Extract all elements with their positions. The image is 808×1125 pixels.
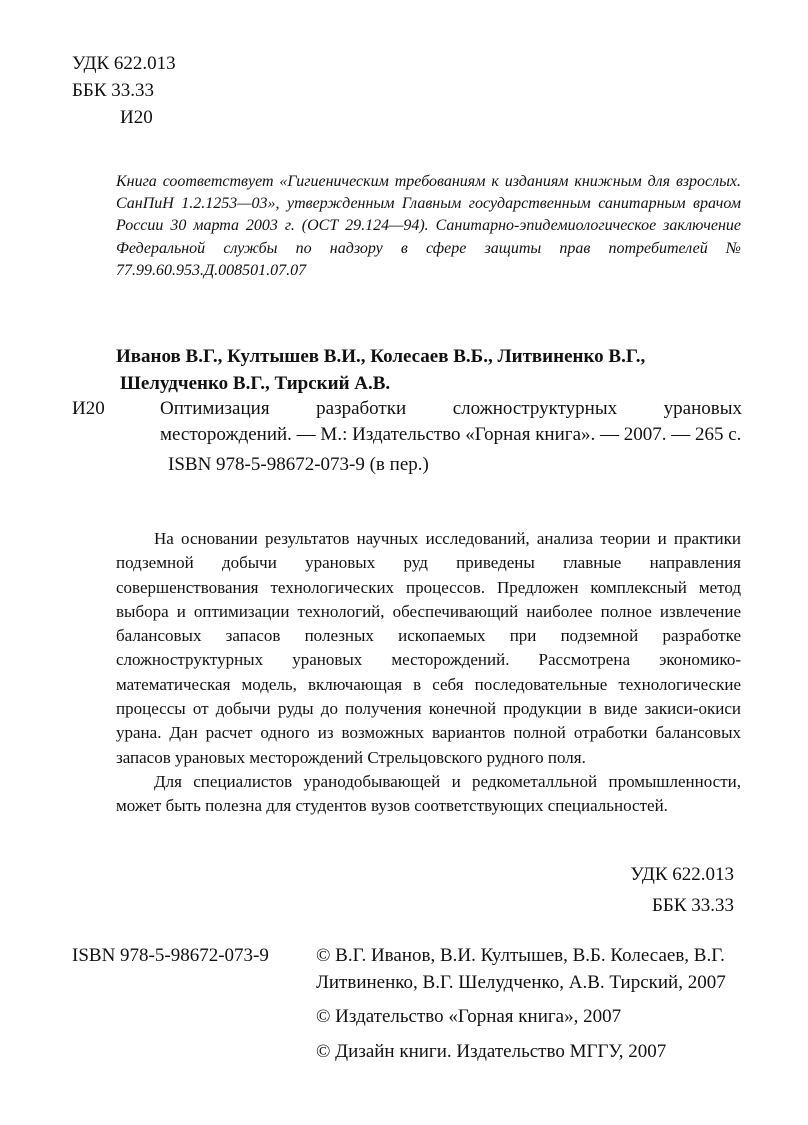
hygiene-note: Книга соответствует «Гигиеническим требованиям к изданиям книжным для взрослых. СанПиН 1.2.1253—03», утвержденным Главным государственным санитарным врачом России 30 марта 2003 г. (ОСТ 29.124—94). Санитарно-эпидемиологическое заключение Федеральной службы по надзору в сфере защиты прав потребителей № 77.99.60.953.Д.008501.07.07 [116, 173, 741, 279]
author-mark: И20 [120, 107, 153, 128]
footer-bbk-code: ББК 33.33 [652, 895, 734, 916]
bbk-code: ББК 33.33 [72, 80, 154, 101]
abstract-paragraph-2: Для специалистов уранодобывающей и редкометалльной промышленности, может быть полезна для студентов вузов соответствующих специальностей. [116, 771, 741, 816]
authors-line-1: Иванов В.Г., Култышев В.И., Колесаев В.Б., Литвиненко В.Г., [116, 346, 646, 367]
footer-udk-code: УДК 622.013 [630, 864, 734, 885]
abstract-paragraph-1: На основании результатов научных исследований, анализа теории и практики подземной добычи урановых руд приведены главные направления совершенствования технологических процессов. Предложен комплексный метод выбора и оптимизации технологий, обеспечивающий наиболее полное извлечение балансовых запасов полезных ископаемых при подземной разработке сложноструктурных урановых месторождений. Рассмотрена экономико-математическая модель, включающая в себя последовательные технологические процессы от добычи руды до получения конечной продукции в виде закиси-окиси урана. Дан расчет одного из возможных вариантов полной отработки балансовых запасов урановых месторождений Стрельцовского рудного поля. [116, 529, 741, 767]
copyright-design: © Дизайн книги. Издательство МГГУ, 2007 [316, 1040, 667, 1062]
copyright-authors: © В.Г. Иванов, В.И. Култышев, В.Б. Колесаев, В.Г. Литвиненко, В.Г. Шелудченко, А.В. Тирский, 2007 [316, 945, 726, 993]
classification-codes [72, 50, 176, 131]
authors-line-2: Шелудченко В.Г., Тирский А.В. [120, 373, 391, 394]
copyright-section [72, 943, 744, 1073]
footer-classification-codes [630, 861, 734, 919]
copyright-publisher: © Издательство «Горная книга», 2007 [316, 1006, 622, 1027]
abstract [116, 527, 741, 819]
copyright-isbn: ISBN 978-5-98672-073-9 [72, 945, 269, 966]
udk-code: УДК 622.013 [72, 53, 176, 74]
entry-isbn: ISBN 978-5-98672-073-9 (в пер.) [168, 454, 429, 475]
bibliographic-entry [72, 396, 742, 478]
entry-description: Оптимизация разработки сложноструктурных урановых месторождений. — М.: Издательство «Горная книга». — 2007. — 265 с. [160, 398, 742, 445]
authors [116, 343, 741, 397]
entry-author-mark: И20 [72, 398, 105, 419]
